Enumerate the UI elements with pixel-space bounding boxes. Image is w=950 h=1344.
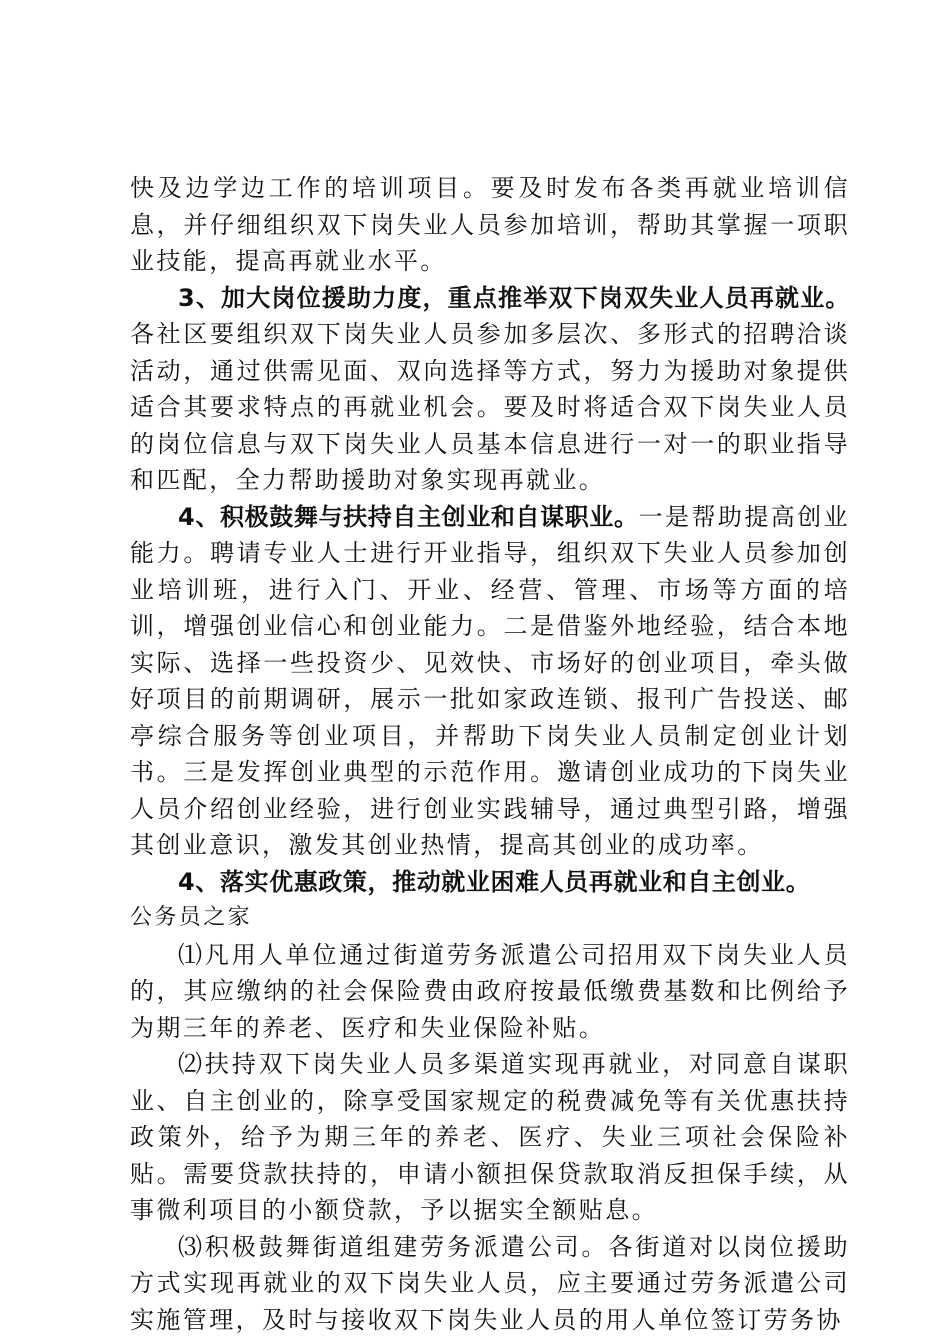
paragraph-entrepreneurship xyxy=(130,499,850,864)
section-heading-entrepreneurship: 4、积极鼓舞与扶持自主创业和自谋职业。 xyxy=(178,502,639,531)
list-item-1 xyxy=(130,937,850,1047)
list-item-text: ⑵扶持双下岗失业人员多渠道实现再就业，对同意自谋职业、自主创业的，除享受国家规定的税费减免等有关优惠扶持政策外，给予为期三年的养老、医疗、失业三项社会保险补贴。需要贷款扶持的，申请小额担保贷款取消反担保手续，从事微利项目的小额贷款，予以据实全额贴息。 xyxy=(130,1050,850,1224)
section-heading-preferential-policies: 4、落实优惠政策，推动就业困难人员再就业和自主创业。 xyxy=(178,867,811,896)
list-item-text: ⑴凡用人单位通过街道劳务派遣公司招用双下岗失业人员的，其应缴纳的社会保险费由政府按最低缴费基数和比例给予为期三年的养老、医疗和失业保险补贴。 xyxy=(130,940,850,1042)
paragraph-text: 各社区要组织双下岗失业人员参加多层次、多形式的招聘洽谈活动，通过供需见面、双向选择等方式，努力为援助对象提供适合其要求特点的再就业机会。要及时将适合双下岗失业人员的岗位信息与双下岗失业人员基本信息进行一对一的职业指导和匹配，全力帮助援助对象实现再就业。 xyxy=(130,320,850,494)
paragraph-job-assistance xyxy=(130,280,850,499)
section-heading-job-assistance: 3、加大岗位援助力度，重点推举双下岗双失业人员再就业。 xyxy=(178,283,850,312)
paragraph-preferential-policies xyxy=(130,864,850,901)
list-item-2 xyxy=(130,1046,850,1229)
watermark-text: 公务员之家 xyxy=(130,905,253,930)
list-item-3 xyxy=(130,1229,850,1339)
document-body xyxy=(130,170,850,1338)
paragraph-text: 快及边学边工作的培训项目。要及时发布各类再就业培训信息，并仔细组织双下岗失业人员参加培训，帮助其掌握一项职业技能，提高再就业水平。 xyxy=(130,174,850,275)
list-item-text: ⑶积极鼓舞街道组建劳务派遣公司。各街道对以岗位援助方式实现再就业的双下岗失业人员，应主要通过劳务派遣公司实施管理，及时与接收双下岗失业人员的用人单位签订劳务协 xyxy=(130,1232,850,1334)
paragraph-training-continuation xyxy=(130,170,850,280)
paragraph-text: 一是帮助提高创业能力。聘请专业人士进行开业指导，组织双下失业人员参加创业培训班，进行入门、开业、经营、管理、市场等方面的培训，增强创业信心和创业能力。二是借鉴外地经验，结合本地实际、选择一些投资少、见效快、市场好的创业项目，牵头做好项目的前期调研，展示一批如家政连锁、报刊广告投送、邮亭综合服务等创业项目，并帮助下岗失业人员制定创业计划书。三是发挥创业典型的示范作用。邀请创业成功的下岗失业人员介绍创业经验，进行创业实践辅导，通过典型引路，增强其创业意识，激发其创业热情，提高其创业的成功率。 xyxy=(130,502,850,859)
